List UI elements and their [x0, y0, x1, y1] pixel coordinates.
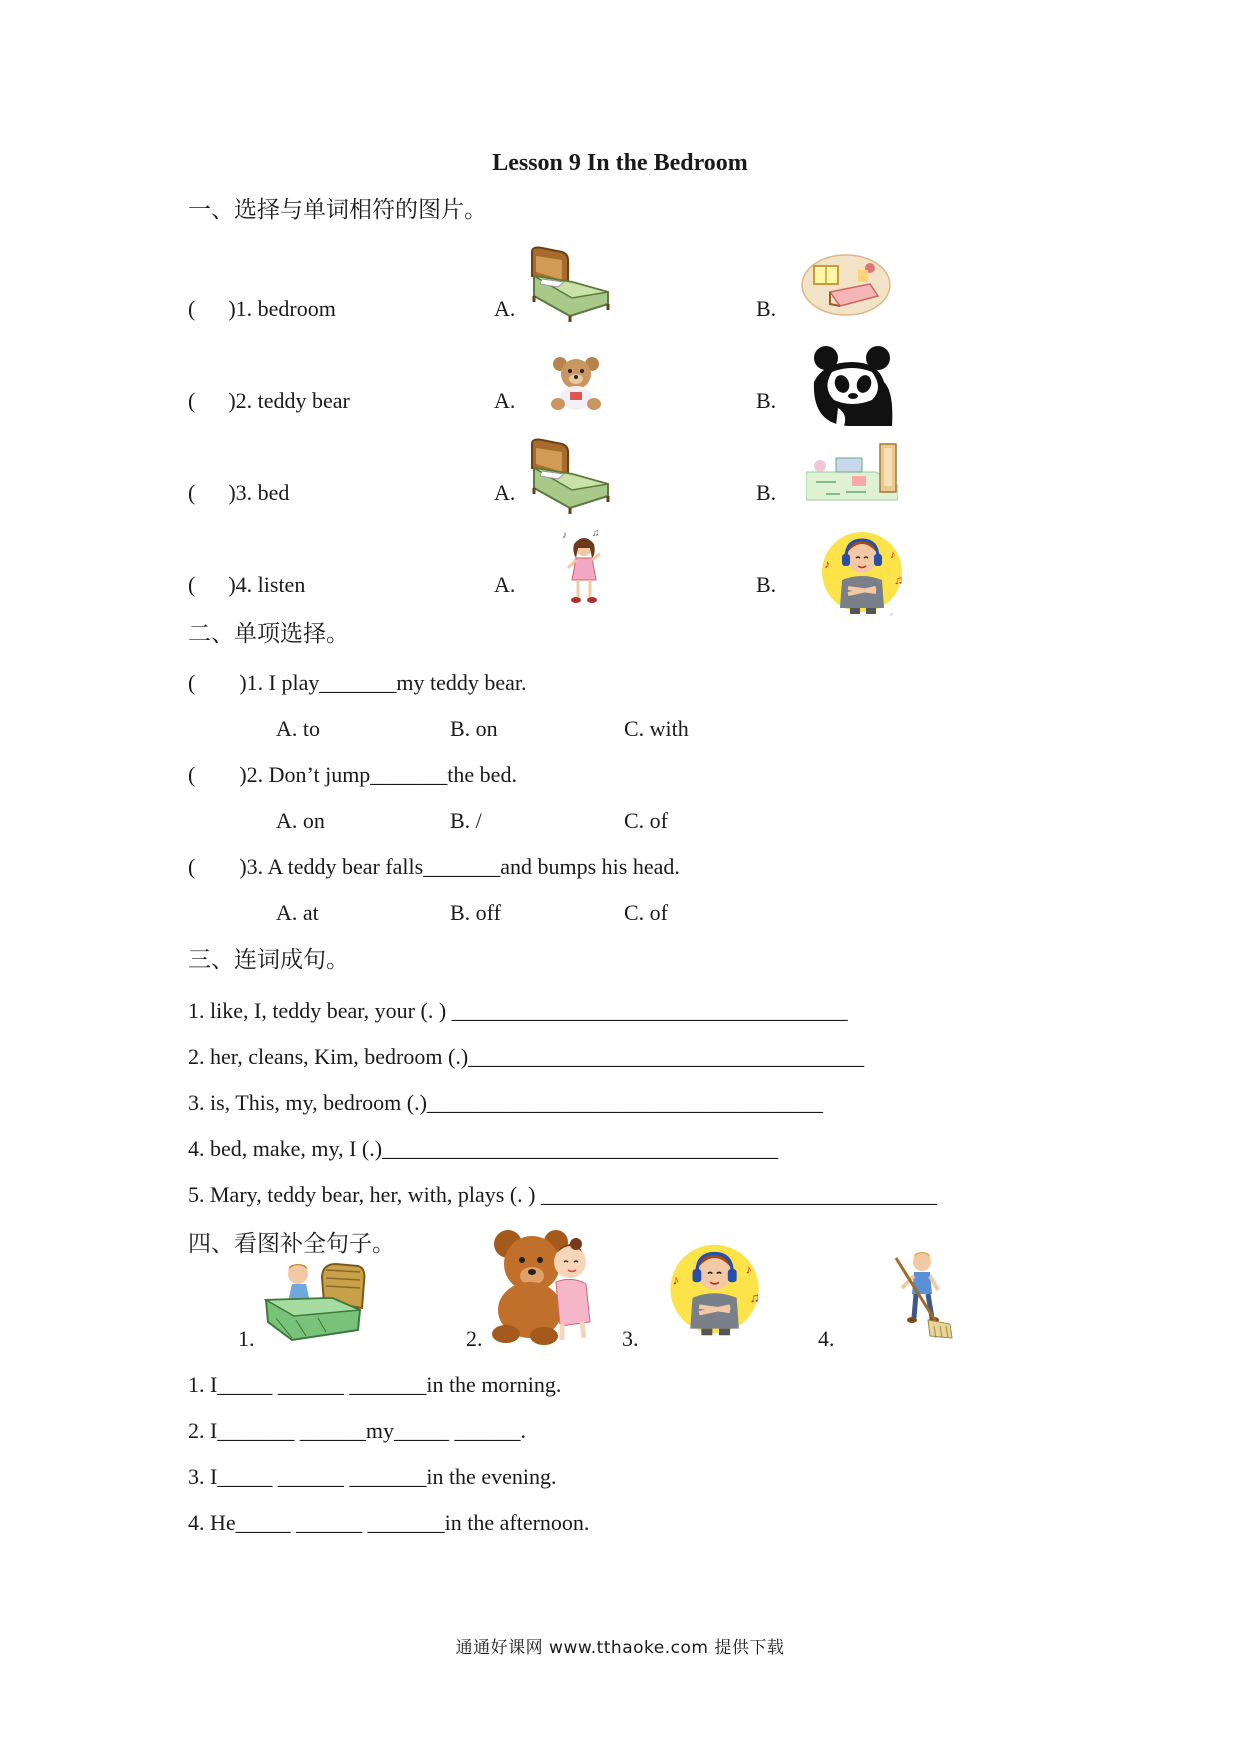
svg-text:♪: ♪: [890, 549, 896, 561]
part1-option-b-2: B.: [756, 388, 777, 413]
teddy-bear-picture: [548, 354, 604, 414]
part4-picture-label-4: 4.: [818, 1326, 835, 1351]
part1-option-a-4: A.: [494, 572, 516, 597]
part2-option-c-1: C. with: [624, 716, 689, 741]
part1-option-a-3: A.: [494, 480, 516, 505]
part1-question-4: ( )4. listen: [188, 572, 306, 597]
svg-text:♫: ♫: [749, 1290, 760, 1306]
bed-picture: [528, 438, 612, 516]
part2-option-b-1: B. on: [450, 716, 498, 741]
part2-option-c-2: C. of: [624, 808, 668, 833]
part1-option-b-3: B.: [756, 480, 777, 505]
part3-item-1: 1. like, I, teddy bear, your (. ) ____________________________________: [188, 998, 848, 1023]
part2-question-3: ( )3. A teddy bear falls_______and bumps his head.: [188, 854, 680, 879]
svg-text:♫: ♫: [894, 573, 903, 587]
part4-picture-label-1: 1.: [238, 1326, 255, 1351]
part4-sentence-3: 3. I_____ ______ _______in the evening.: [188, 1464, 557, 1489]
bedroom-picture: [800, 252, 892, 318]
panda-picture: [808, 342, 896, 428]
part1-heading: 一、选择与单词相符的图片。: [188, 197, 487, 223]
svg-text:♪: ♪: [745, 1262, 752, 1277]
part4-heading: 四、看图补全句子。: [188, 1231, 395, 1257]
part1-question-3: ( )3. bed: [188, 480, 290, 505]
part2-heading: 二、单项选择。: [188, 621, 349, 647]
page-title: Lesson 9 In the Bedroom: [492, 150, 748, 176]
part2-option-b-3: B. off: [450, 900, 501, 925]
part2-question-1: ( )1. I play_______my teddy bear.: [188, 670, 527, 695]
svg-text:♪: ♪: [562, 530, 567, 541]
part1-question-2: ( )2. teddy bear: [188, 388, 350, 413]
part3-item-2: 2. her, cleans, Kim, bedroom (.)____________________________________: [188, 1044, 865, 1069]
footer-credit: 通通好课网 www.tthaoke.com 提供下载: [455, 1638, 785, 1658]
part1-question-1: ( )1. bedroom: [188, 296, 336, 321]
part4-sentence-1: 1. I_____ ______ _______in the morning.: [188, 1372, 562, 1397]
part2-option-a-1: A. to: [276, 716, 320, 741]
part1-option-a-1: A.: [494, 296, 516, 321]
part1-option-b-4: B.: [756, 572, 777, 597]
boy-headphones-picture: [666, 1236, 772, 1344]
boy-making-bed-picture: [262, 1258, 366, 1344]
part4-picture-label-3: 3.: [622, 1326, 639, 1351]
girl-singing-picture: [560, 528, 606, 604]
svg-text:♪: ♪: [824, 557, 830, 571]
part3-item-4: 4. bed, make, my, I (.)____________________________________: [188, 1136, 779, 1161]
room-picture: [806, 442, 898, 504]
girl-teddy-bear-picture: [486, 1226, 596, 1346]
part4-sentence-2: 2. I_______ ______my_____ ______.: [188, 1418, 526, 1443]
part3-item-5: 5. Mary, teddy bear, her, with, plays (. ) ____________________________________: [188, 1182, 937, 1207]
part2-option-a-2: A. on: [276, 808, 325, 833]
part4-sentence-4: 4. He_____ ______ _______in the afternoon.: [188, 1510, 590, 1535]
bed-picture: [528, 246, 612, 324]
part2-question-2: ( )2. Don’t jump_______the bed.: [188, 762, 517, 787]
part3-item-3: 3. is, This, my, bedroom (.)____________________________________: [188, 1090, 823, 1115]
part1-option-a-2: A.: [494, 388, 516, 413]
part4-picture-label-2: 2.: [466, 1326, 483, 1351]
svg-text:©: ©: [890, 612, 894, 617]
part2-option-a-3: A. at: [276, 900, 319, 925]
part2-option-b-2: B. /: [450, 808, 482, 833]
part2-option-c-3: C. of: [624, 900, 668, 925]
svg-text:♪: ♪: [672, 1272, 680, 1288]
part1-option-b-1: B.: [756, 296, 777, 321]
svg-text:♫: ♫: [592, 528, 600, 539]
boy-headphones-picture: [818, 528, 914, 618]
boy-sweeping-picture: [888, 1248, 958, 1340]
part3-heading: 三、连词成句。: [188, 947, 349, 973]
